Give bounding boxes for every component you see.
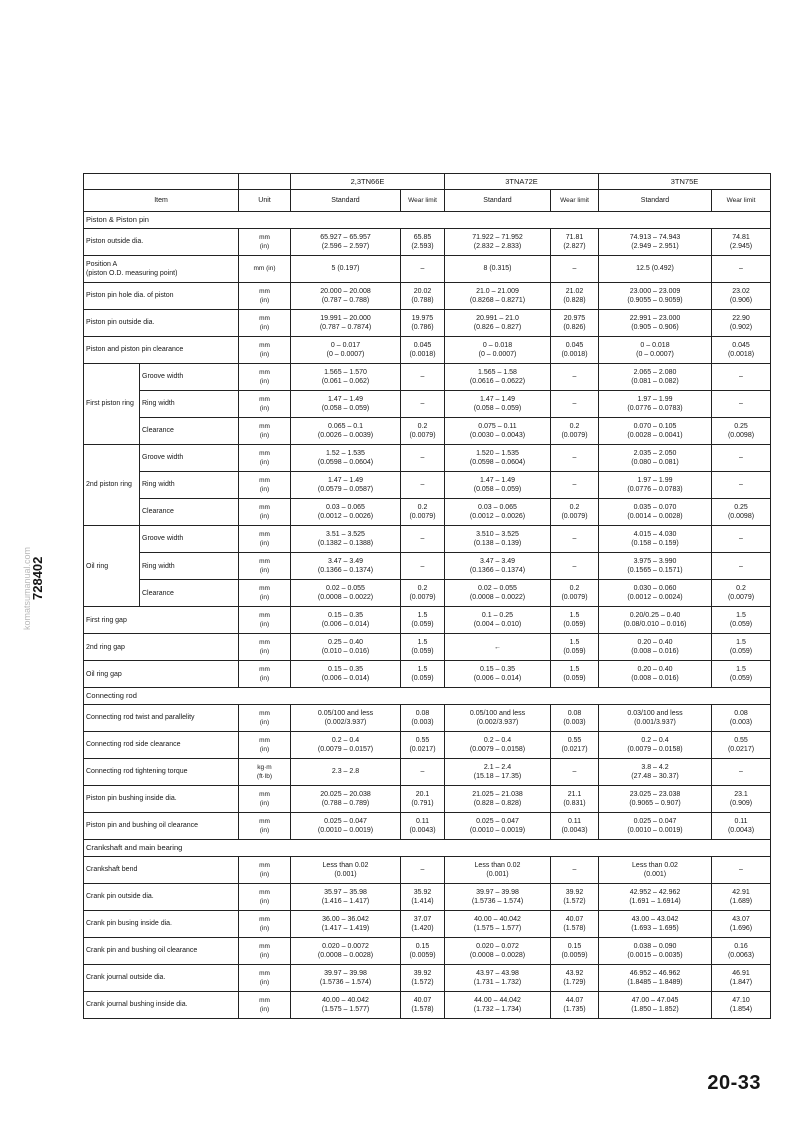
wear-limit-value: 0.2 (0.0079) (401, 417, 445, 444)
wear-limit-value: 0.55 (0.0217) (551, 731, 599, 758)
wear-limit-value: 0.25 (0.0098) (712, 498, 771, 525)
standard-value: 35.97 – 35.98 (1.416 – 1.417) (291, 883, 401, 910)
standard-value: 40.00 – 40.042 (1.575 – 1.577) (445, 910, 551, 937)
wear-limit-header: Wear limit (712, 190, 771, 212)
wear-limit-value: – (551, 444, 599, 471)
wear-limit-value: 0.2 (0.0079) (551, 580, 599, 607)
wear-limit-value: 43.92 (1.729) (551, 964, 599, 991)
wear-limit-value: – (712, 856, 771, 883)
item-label: Crank pin outside dia. (84, 883, 239, 910)
standard-value: 46.952 – 46.962 (1.8485 – 1.8489) (599, 964, 712, 991)
wear-limit-value: – (401, 856, 445, 883)
wear-limit-value: 1.5 (0.059) (712, 661, 771, 688)
unit-cell: mm (in) (239, 991, 291, 1018)
standard-value: 0.065 – 0.1 (0.0026 – 0.0039) (291, 417, 401, 444)
item-label: Connecting rod twist and parallelity (84, 704, 239, 731)
standard-value: 3.47 – 3.49 (0.1366 – 0.1374) (291, 553, 401, 580)
model-header: 2,3TN66E (291, 174, 445, 190)
standard-value: 20.025 – 20.038 (0.788 – 0.789) (291, 785, 401, 812)
wear-limit-value: 0.2 (0.0079) (712, 580, 771, 607)
wear-limit-value: 40.07 (1.578) (401, 991, 445, 1018)
unit-cell: mm (in) (239, 471, 291, 498)
standard-value: 1.47 – 1.49 (0.058 – 0.059) (291, 390, 401, 417)
maintenance-standards-table (83, 173, 771, 1019)
section-title: Crankshaft and main bearing (84, 839, 771, 856)
table-row (84, 498, 771, 525)
standard-value: 0.038 – 0.090 (0.0015 – 0.0035) (599, 937, 712, 964)
wear-limit-value: 42.91 (1.689) (712, 883, 771, 910)
wear-limit-value: 0.08 (0.003) (712, 704, 771, 731)
sub-item-label: Ring width (140, 390, 239, 417)
wear-limit-value: 20.1 (0.791) (401, 785, 445, 812)
standard-value: 0.030 – 0.060 (0.0012 – 0.0024) (599, 580, 712, 607)
standard-value: 0.03 – 0.065 (0.0012 – 0.0026) (291, 498, 401, 525)
standard-value: 1.565 – 1.570 (0.061 – 0.062) (291, 363, 401, 390)
unit-cell: mm (in) (239, 255, 291, 282)
wear-limit-value: 74.81 (2.945) (712, 228, 771, 255)
wear-limit-value: 23.02 (0.906) (712, 282, 771, 309)
wear-limit-value: – (712, 390, 771, 417)
table-body (84, 212, 771, 1019)
standard-value: 0.020 – 0.072 (0.0008 – 0.0028) (445, 937, 551, 964)
wear-limit-value: 65.85 (2.593) (401, 228, 445, 255)
item-label: Connecting rod side clearance (84, 731, 239, 758)
standard-value: 0.03 – 0.065 (0.0012 – 0.0026) (445, 498, 551, 525)
sub-item-label: Groove width (140, 444, 239, 471)
wear-limit-value: 0.55 (0.0217) (401, 731, 445, 758)
standard-value: 0 – 0.018 (0 – 0.0007) (445, 336, 551, 363)
unit-cell: mm (in) (239, 580, 291, 607)
standard-value: 1.97 – 1.99 (0.0776 – 0.0783) (599, 471, 712, 498)
standard-value: 23.025 – 23.038 (0.9065 – 0.907) (599, 785, 712, 812)
standard-value: 43.97 – 43.98 (1.731 – 1.732) (445, 964, 551, 991)
standard-value: 0.20 – 0.40 (0.008 – 0.016) (599, 661, 712, 688)
wear-limit-value: 0.55 (0.0217) (712, 731, 771, 758)
standard-value: 0.1 – 0.25 (0.004 – 0.010) (445, 607, 551, 634)
standard-value: 0.075 – 0.11 (0.0030 – 0.0043) (445, 417, 551, 444)
item-label: Piston pin and bushing oil clearance (84, 812, 239, 839)
sub-item-label: Ring width (140, 553, 239, 580)
standard-value: 0.070 – 0.105 (0.0028 – 0.0041) (599, 417, 712, 444)
standard-value: 0.2 – 0.4 (0.0079 – 0.0157) (291, 731, 401, 758)
item-label: Piston pin outside dia. (84, 309, 239, 336)
standard-value: 44.00 – 44.042 (1.732 – 1.734) (445, 991, 551, 1018)
wear-limit-value: 1.5 (0.059) (401, 661, 445, 688)
standard-header: Standard (599, 190, 712, 212)
standard-value: 21.0 – 21.009 (0.8268 – 0.8271) (445, 282, 551, 309)
header-blank (84, 174, 239, 190)
wear-limit-value: – (551, 758, 599, 785)
wear-limit-value: 20.975 (0.826) (551, 309, 599, 336)
wear-limit-value: – (401, 390, 445, 417)
wear-limit-value: 0.11 (0.0043) (401, 812, 445, 839)
standard-value: Less than 0.02 (0.001) (291, 856, 401, 883)
standard-value: 0.20 – 0.40 (0.008 – 0.016) (599, 634, 712, 661)
standard-value: 0 – 0.018 (0 – 0.0007) (599, 336, 712, 363)
section-title: Piston & Piston pin (84, 212, 771, 229)
wear-limit-value: 37.07 (1.420) (401, 910, 445, 937)
unit-cell: mm (in) (239, 390, 291, 417)
standard-value: 2.1 – 2.4 (15.18 – 17.35) (445, 758, 551, 785)
wear-limit-value: 1.5 (0.059) (712, 607, 771, 634)
wear-limit-value: 21.02 (0.828) (551, 282, 599, 309)
standard-value: 22.991 – 23.000 (0.905 – 0.906) (599, 309, 712, 336)
wear-limit-value: – (712, 255, 771, 282)
wear-limit-value: – (401, 471, 445, 498)
table-row (84, 390, 771, 417)
wear-limit-value: 1.5 (0.059) (401, 634, 445, 661)
section-row (84, 839, 771, 856)
wear-limit-value: – (401, 444, 445, 471)
unit-cell: mm (in) (239, 498, 291, 525)
table-row (84, 553, 771, 580)
table-row (84, 991, 771, 1018)
standard-value: 4.015 – 4.030 (0.158 – 0.159) (599, 525, 712, 552)
wear-limit-value: 0.15 (0.0059) (401, 937, 445, 964)
table-row (84, 704, 771, 731)
standard-value: 3.975 – 3.990 (0.1565 – 0.1571) (599, 553, 712, 580)
unit-cell: mm (in) (239, 704, 291, 731)
wear-limit-value: 23.1 (0.909) (712, 785, 771, 812)
standard-value: 12.5 (0.492) (599, 255, 712, 282)
standard-header: Standard (445, 190, 551, 212)
wear-limit-value: 0.11 (0.0043) (551, 812, 599, 839)
item-label: Crank journal bushing inside dia. (84, 991, 239, 1018)
standard-value: 0.2 – 0.4 (0.0079 – 0.0158) (445, 731, 551, 758)
standard-value: 1.47 – 1.49 (0.058 – 0.059) (445, 471, 551, 498)
standard-value: 0.020 – 0.0072 (0.0008 – 0.0028) (291, 937, 401, 964)
unit-cell: mm (in) (239, 964, 291, 991)
wear-limit-value: – (551, 525, 599, 552)
wear-limit-value: 1.5 (0.059) (551, 661, 599, 688)
sub-item-label: Clearance (140, 580, 239, 607)
wear-limit-value: – (401, 363, 445, 390)
standard-value: 0.15 – 0.35 (0.006 – 0.014) (291, 607, 401, 634)
wear-limit-value: 0.045 (0.0018) (712, 336, 771, 363)
table-row (84, 228, 771, 255)
unit-cell: mm (in) (239, 661, 291, 688)
item-label: Position A (piston O.D. measuring point) (84, 255, 239, 282)
wear-limit-value: 47.10 (1.854) (712, 991, 771, 1018)
table-row (84, 282, 771, 309)
standard-value: 3.8 – 4.2 (27.48 – 30.37) (599, 758, 712, 785)
group-label: Oil ring (84, 525, 140, 606)
table-row (84, 758, 771, 785)
section-row (84, 688, 771, 705)
standard-value: 2.065 – 2.080 (0.081 – 0.082) (599, 363, 712, 390)
table-row (84, 883, 771, 910)
standard-value: 1.520 – 1.535 (0.0598 – 0.0604) (445, 444, 551, 471)
wear-limit-value: 0.2 (0.0079) (551, 498, 599, 525)
table-row (84, 363, 771, 390)
wear-limit-value: 0.2 (0.0079) (401, 580, 445, 607)
wear-limit-value: 35.92 (1.414) (401, 883, 445, 910)
wear-limit-value: 0.25 (0.0098) (712, 417, 771, 444)
wear-limit-value: – (712, 553, 771, 580)
standard-header: Standard (291, 190, 401, 212)
unit-cell: mm (in) (239, 336, 291, 363)
standard-value: 0.02 – 0.055 (0.0008 – 0.0022) (445, 580, 551, 607)
item-label: Crank journal outside dia. (84, 964, 239, 991)
unit-cell: mm (in) (239, 937, 291, 964)
wear-limit-value: 0.15 (0.0059) (551, 937, 599, 964)
item-label: Piston pin bushing inside dia. (84, 785, 239, 812)
item-label: Connecting rod tightening torque (84, 758, 239, 785)
item-label: Oil ring gap (84, 661, 239, 688)
unit-cell: mm (in) (239, 856, 291, 883)
wear-limit-value: 1.5 (0.059) (551, 634, 599, 661)
wear-limit-value: 20.02 (0.788) (401, 282, 445, 309)
wear-limit-value: 43.07 (1.696) (712, 910, 771, 937)
unit-header: Unit (239, 190, 291, 212)
unit-cell: mm (in) (239, 910, 291, 937)
page-number: 20-33 (707, 1072, 761, 1094)
wear-limit-value: – (551, 553, 599, 580)
table-row (84, 856, 771, 883)
standard-value: 65.927 – 65.957 (2.596 – 2.597) (291, 228, 401, 255)
standard-value: 0.02 – 0.055 (0.0008 – 0.0022) (291, 580, 401, 607)
wear-limit-value: 21.1 (0.831) (551, 785, 599, 812)
standard-value: 2.3 – 2.8 (291, 758, 401, 785)
standard-value: 71.922 – 71.952 (2.832 – 2.833) (445, 228, 551, 255)
standard-value: ← (445, 634, 551, 661)
section-title: Connecting rod (84, 688, 771, 705)
standard-value: 20.991 – 21.0 (0.826 – 0.827) (445, 309, 551, 336)
table-row (84, 417, 771, 444)
wear-limit-value: – (712, 363, 771, 390)
unit-cell: mm (in) (239, 883, 291, 910)
item-label: Crank pin and bushing oil clearance (84, 937, 239, 964)
standard-value: 1.47 – 1.49 (0.0579 – 0.0587) (291, 471, 401, 498)
sub-item-label: Ring width (140, 471, 239, 498)
standard-value: 39.97 – 39.98 (1.5736 – 1.574) (445, 883, 551, 910)
standard-value: 23.000 – 23.009 (0.9055 – 0.9059) (599, 282, 712, 309)
wear-limit-value: – (712, 525, 771, 552)
wear-limit-value: 44.07 (1.735) (551, 991, 599, 1018)
standard-value: 5 (0.197) (291, 255, 401, 282)
standard-value: 0.025 – 0.047 (0.0010 – 0.0019) (291, 812, 401, 839)
wear-limit-value: 40.07 (1.578) (551, 910, 599, 937)
standard-value: 74.913 – 74.943 (2.949 – 2.951) (599, 228, 712, 255)
wear-limit-value: 1.5 (0.059) (401, 607, 445, 634)
item-label: Crank pin busing inside dia. (84, 910, 239, 937)
standard-value: 0.20/0.25 – 0.40 (0.08/0.010 – 0.016) (599, 607, 712, 634)
unit-cell: mm (in) (239, 417, 291, 444)
wear-limit-value: 22.90 (0.902) (712, 309, 771, 336)
wear-limit-value: 1.5 (0.059) (551, 607, 599, 634)
wear-limit-value: 1.5 (0.059) (712, 634, 771, 661)
item-label: Crankshaft bend (84, 856, 239, 883)
sub-item-label: Clearance (140, 498, 239, 525)
wear-limit-value: – (712, 444, 771, 471)
standard-value: 0.03/100 and less (0.001/3.937) (599, 704, 712, 731)
table-row (84, 525, 771, 552)
item-label: Piston pin hole dia. of piston (84, 282, 239, 309)
standard-value: 0.25 – 0.40 (0.010 – 0.016) (291, 634, 401, 661)
table-row (84, 471, 771, 498)
wear-limit-value: 39.92 (1.572) (401, 964, 445, 991)
standard-value: Less than 0.02 (0.001) (445, 856, 551, 883)
standard-value: 36.00 – 36.042 (1.417 – 1.419) (291, 910, 401, 937)
table-row (84, 580, 771, 607)
standard-value: 43.00 – 43.042 (1.693 – 1.695) (599, 910, 712, 937)
group-label: First piston ring (84, 363, 140, 444)
standard-value: 1.52 – 1.535 (0.0598 – 0.0604) (291, 444, 401, 471)
item-label: 2nd ring gap (84, 634, 239, 661)
wear-limit-header: Wear limit (551, 190, 599, 212)
table-row (84, 444, 771, 471)
table-row (84, 785, 771, 812)
document-code: 728402 (30, 556, 45, 600)
wear-limit-value: 0.08 (0.003) (401, 704, 445, 731)
standard-value: 20.000 – 20.008 (0.787 – 0.788) (291, 282, 401, 309)
wear-limit-value: 0.08 (0.003) (551, 704, 599, 731)
table-row (84, 309, 771, 336)
sub-item-label: Clearance (140, 417, 239, 444)
wear-limit-value: 0.16 (0.0063) (712, 937, 771, 964)
standard-value: 42.952 – 42.962 (1.691 – 1.6914) (599, 883, 712, 910)
watermark-url: komatsumanual.com (22, 546, 32, 630)
unit-cell: mm (in) (239, 282, 291, 309)
standard-value: 0.05/100 and less (0.002/3.937) (445, 704, 551, 731)
table-row (84, 336, 771, 363)
wear-limit-value: – (551, 471, 599, 498)
unit-cell: mm (in) (239, 785, 291, 812)
standard-value: 0.035 – 0.070 (0.0014 – 0.0028) (599, 498, 712, 525)
wear-limit-value: – (551, 390, 599, 417)
standard-value: 47.00 – 47.045 (1.850 – 1.852) (599, 991, 712, 1018)
standard-value: 1.47 – 1.49 (0.058 – 0.059) (445, 390, 551, 417)
wear-limit-value: – (551, 856, 599, 883)
standard-value: 40.00 – 40.042 (1.575 – 1.577) (291, 991, 401, 1018)
table-row (84, 255, 771, 282)
wear-limit-value: – (551, 363, 599, 390)
model-header: 3TN75E (599, 174, 771, 190)
table-row (84, 607, 771, 634)
standard-value: 21.025 – 21.038 (0.828 – 0.828) (445, 785, 551, 812)
wear-limit-value: – (401, 553, 445, 580)
item-header: Item (84, 190, 239, 212)
wear-limit-value: 39.92 (1.572) (551, 883, 599, 910)
standard-value: 2.035 – 2.050 (0.080 – 0.081) (599, 444, 712, 471)
standard-value: 1.97 – 1.99 (0.0776 – 0.0783) (599, 390, 712, 417)
wear-limit-value: 0.2 (0.0079) (401, 498, 445, 525)
table-row (84, 812, 771, 839)
wear-limit-value: – (712, 471, 771, 498)
wear-limit-value: – (712, 758, 771, 785)
wear-limit-value: 46.91 (1.847) (712, 964, 771, 991)
standard-value: 39.97 – 39.98 (1.5736 – 1.574) (291, 964, 401, 991)
table-row (84, 964, 771, 991)
wear-limit-value: 0.2 (0.0079) (551, 417, 599, 444)
unit-cell: mm (in) (239, 607, 291, 634)
wear-limit-value: – (401, 255, 445, 282)
unit-cell: mm (in) (239, 634, 291, 661)
unit-cell: mm (in) (239, 444, 291, 471)
wear-limit-value: 71.81 (2.827) (551, 228, 599, 255)
wear-limit-value: 0.045 (0.0018) (551, 336, 599, 363)
table-row (84, 661, 771, 688)
unit-cell: mm (in) (239, 731, 291, 758)
wear-limit-value: 0.045 (0.0018) (401, 336, 445, 363)
wear-limit-value: – (551, 255, 599, 282)
model-header: 3TNA72E (445, 174, 599, 190)
sub-item-label: Groove width (140, 363, 239, 390)
standard-value: 3.51 – 3.525 (0.1382 – 0.1388) (291, 525, 401, 552)
group-label: 2nd piston ring (84, 444, 140, 525)
standard-value: 0 – 0.017 (0 – 0.0007) (291, 336, 401, 363)
unit-cell: mm (in) (239, 553, 291, 580)
standard-value: Less than 0.02 (0.001) (599, 856, 712, 883)
table-row (84, 910, 771, 937)
standard-value: 0.025 – 0.047 (0.0010 – 0.0019) (599, 812, 712, 839)
standard-value: 0.15 – 0.35 (0.006 – 0.014) (445, 661, 551, 688)
unit-cell: mm (in) (239, 363, 291, 390)
standard-value: 0.15 – 0.35 (0.006 – 0.014) (291, 661, 401, 688)
table-row (84, 634, 771, 661)
unit-cell: mm (in) (239, 228, 291, 255)
standard-value: 19.991 – 20.000 (0.787 – 0.7874) (291, 309, 401, 336)
unit-cell: kg·m (ft·lb) (239, 758, 291, 785)
unit-cell: mm (in) (239, 812, 291, 839)
wear-limit-value: 19.975 (0.786) (401, 309, 445, 336)
item-label: Piston outside dia. (84, 228, 239, 255)
sub-item-label: Groove width (140, 525, 239, 552)
table-row (84, 731, 771, 758)
wear-limit-value: 0.11 (0.0043) (712, 812, 771, 839)
unit-cell: mm (in) (239, 525, 291, 552)
standard-value: 0.025 – 0.047 (0.0010 – 0.0019) (445, 812, 551, 839)
standard-value: 8 (0.315) (445, 255, 551, 282)
standard-value: 0.05/100 and less (0.002/3.937) (291, 704, 401, 731)
table-row (84, 937, 771, 964)
header-blank (239, 174, 291, 190)
wear-limit-header: Wear limit (401, 190, 445, 212)
standard-value: 3.47 – 3.49 (0.1366 – 0.1374) (445, 553, 551, 580)
standard-value: 1.565 – 1.58 (0.0616 – 0.0622) (445, 363, 551, 390)
standard-value: 0.2 – 0.4 (0.0079 – 0.0158) (599, 731, 712, 758)
wear-limit-value: – (401, 758, 445, 785)
item-label: First ring gap (84, 607, 239, 634)
unit-cell: mm (in) (239, 309, 291, 336)
wear-limit-value: – (401, 525, 445, 552)
standard-value: 3.510 – 3.525 (0.138 – 0.139) (445, 525, 551, 552)
section-row (84, 212, 771, 229)
item-label: Piston and piston pin clearance (84, 336, 239, 363)
